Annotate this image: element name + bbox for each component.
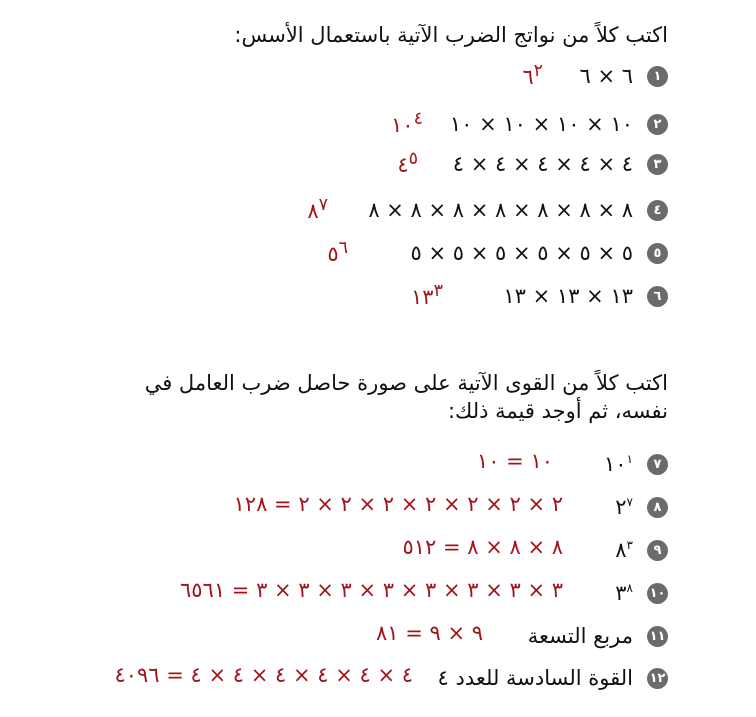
power-expression: $١٠^١$: [603, 452, 633, 476]
answer-power: $١٠^٤$: [391, 109, 423, 137]
answer-power: $٥^٦$: [327, 238, 348, 266]
exercise-row-7: [476, 449, 668, 477]
exercise-number-badge: ٥: [647, 243, 668, 264]
answer-power: $٦^٢$: [522, 61, 543, 89]
multiplication-expression: ٤ × ٤ × ٤ × ٤ × ٤: [452, 152, 633, 176]
exercise-row-12: [114, 663, 668, 691]
answer-expansion: ٢ × ٢ × ٢ × ٢ × ٢ × ٢ × ٢ = ١٢٨: [233, 492, 563, 516]
answer-expansion: ٤ × ٤ × ٤ × ٤ × ٤ × ٤ = ٤٠٩٦: [114, 663, 413, 687]
exercise-number-badge: ١٠: [647, 583, 668, 604]
exercise-number-badge: ٤: [647, 200, 668, 221]
exercise-row-5: [327, 238, 668, 266]
multiplication-expression: ٥ × ٥ × ٥ × ٥ × ٥ × ٥: [410, 241, 633, 265]
power-expression: $٢^٧$: [615, 495, 633, 519]
exercise-row-2: [391, 109, 668, 137]
section2-heading-line2: نفسه، ثم أوجد قيمة ذلك:: [447, 399, 668, 423]
exercise-row-3: [397, 149, 668, 177]
power-expression: $٣^٨$: [615, 581, 633, 605]
answer-power: $٨^٧$: [307, 195, 328, 223]
answer-expansion: ٩ × ٩ = ٨١: [375, 621, 483, 645]
exercise-row-4: [307, 195, 668, 223]
exercise-number-badge: ١١: [647, 626, 668, 647]
exercise-number-badge: ٧: [647, 454, 668, 475]
answer-power: $١٣^٣$: [411, 281, 443, 309]
exercise-number-badge: ١: [647, 66, 668, 87]
exercise-number-badge: ٣: [647, 154, 668, 175]
power-expression: $٨^٣$: [615, 538, 633, 562]
exercise-number-badge: ٦: [647, 286, 668, 307]
exercise-row-6: [411, 281, 668, 309]
exercise-row-10: [180, 578, 668, 606]
section2-heading-line1: اكتب كلاً من القوى الآتية على صورة حاصل ضرب العامل في: [144, 371, 668, 395]
exercise-row-1: [522, 61, 668, 89]
exercise-row-9: [402, 535, 668, 563]
multiplication-expression: ١٠ × ١٠ × ١٠ × ١٠: [449, 112, 633, 136]
word-expression: القوة السادسة للعدد ٤: [437, 666, 633, 690]
multiplication-expression: ١٣ × ١٣ × ١٣: [503, 284, 633, 308]
exercise-number-badge: ١٢: [647, 668, 668, 689]
exercise-row-11: [375, 621, 668, 649]
word-expression: مربع التسعة: [527, 624, 633, 648]
answer-expansion: ٣ × ٣ × ٣ × ٣ × ٣ × ٣ × ٣ × ٣ = ٦٥٦١: [180, 578, 563, 602]
exercise-row-8: [233, 492, 668, 520]
section1-heading: اكتب كلاً من نواتج الضرب الآتية باستعمال الأسس:: [234, 23, 668, 47]
answer-power: $٤^٥$: [397, 149, 418, 177]
answer-expansion: ١٠ = ١٠: [476, 449, 553, 473]
exercise-number-badge: ٨: [647, 497, 668, 518]
exercise-number-badge: ٢: [647, 114, 668, 135]
multiplication-expression: ٦ × ٦: [579, 64, 633, 88]
answer-expansion: ٨ × ٨ × ٨ = ٥١٢: [402, 535, 563, 559]
multiplication-expression: ٨ × ٨ × ٨ × ٨ × ٨ × ٨ × ٨: [368, 198, 633, 222]
exercise-number-badge: ٩: [647, 540, 668, 561]
